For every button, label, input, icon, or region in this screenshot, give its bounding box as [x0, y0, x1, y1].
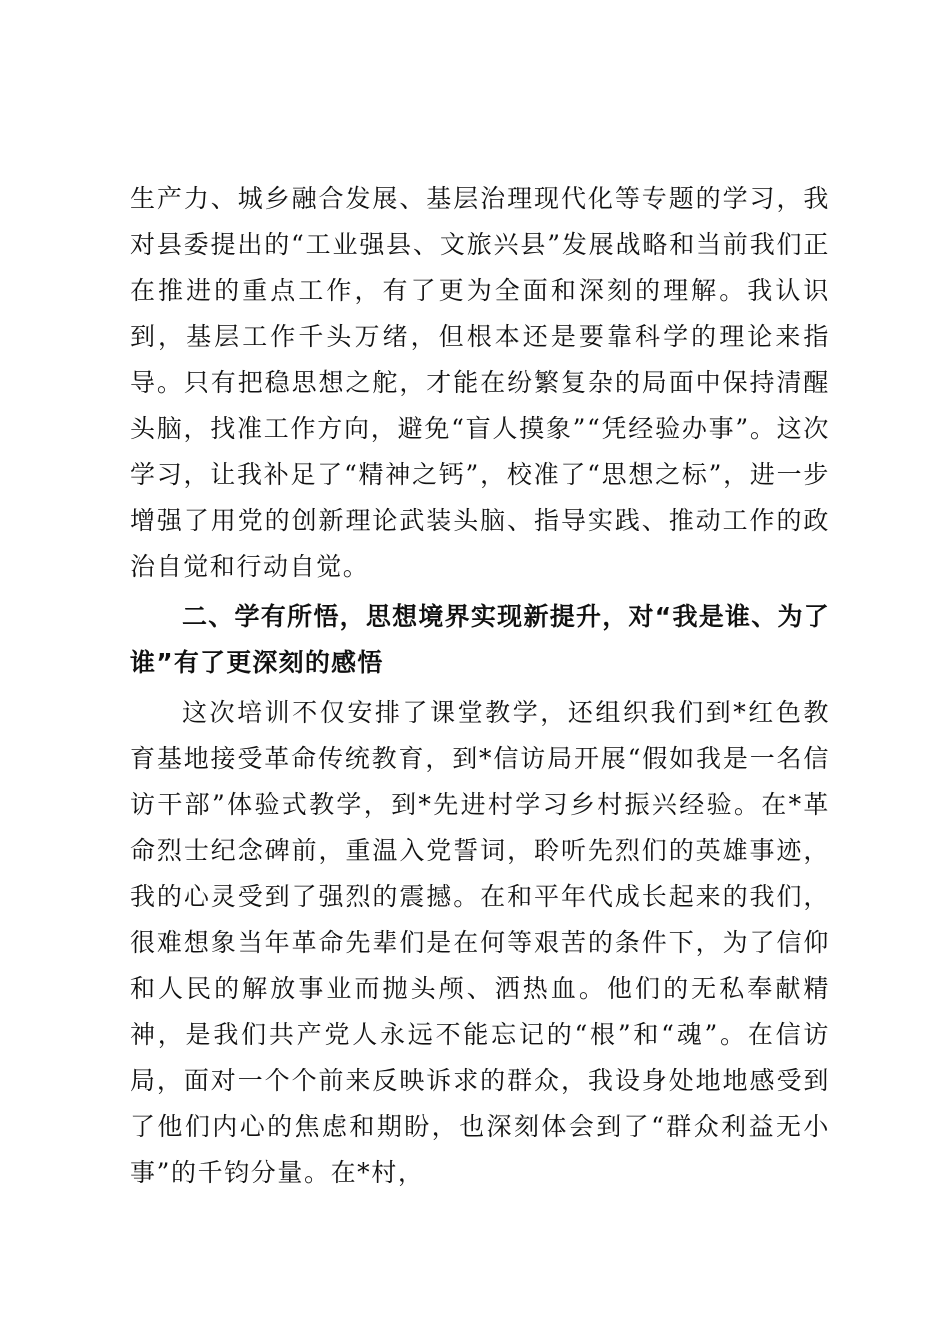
section-heading: 二、学有所悟，思想境界实现新提升，对“我是谁、为了谁”有了更深刻的感悟 — [130, 602, 830, 677]
document-body — [130, 176, 830, 1196]
continued-paragraph: 生产力、城乡融合发展、基层治理现代化等专题的学习，我对县委提出的“工业强县、文旅兴县”发展战略和当前我们正在推进的重点工作，有了更为全面和深刻的理解。我认识到，基层工作千头万绪，但根本还是要靠科学的理论来指导。只有把稳思想之舵，才能在纷繁复杂的局面中保持清醒头脑，找准工作方向，避免“盲人摸象”“凭经验办事”。这次学习，让我补足了“精神之钙”，校准了“思想之标”，进一步增强了用党的创新理论武装头脑、指导实践、推动工作的政治自觉和行动自觉。 — [130, 184, 830, 581]
body-paragraph: 这次培训不仅安排了课堂教学，还组织我们到*红色教育基地接受革命传统教育，到*信访局开展“假如我是一名信访干部”体验式教学，到*先进村学习乡村振兴经验。在*革命烈士纪念碑前，重温入党誓词，聆听先烈们的英雄事迹，我的心灵受到了强烈的震撼。在和平年代成长起来的我们，很难想象当年革命先辈们是在何等艰苦的条件下，为了信仰和人民的解放事业而抛头颅、洒热血。他们的无私奉献精神，是我们共产党人永远不能忘记的“根”和“魂”。在信访局，面对一个个前来反映诉求的群众，我设身处地地感受到了他们内心的焦虑和期盼，也深刻体会到了“群众利益无小事”的千钧分量。在*村， — [130, 698, 830, 1187]
